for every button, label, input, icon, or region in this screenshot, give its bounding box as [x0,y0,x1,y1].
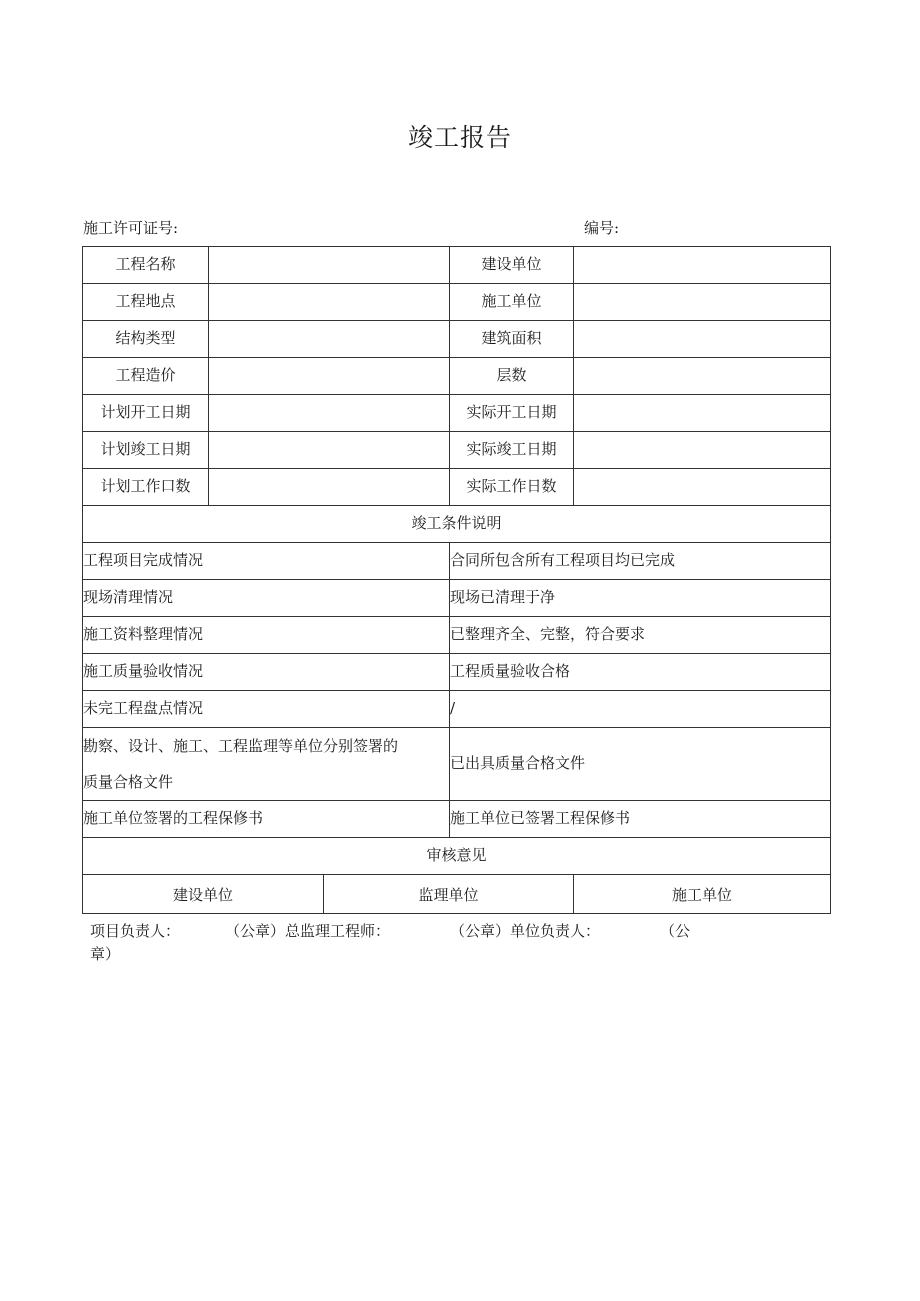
label-actual-start: 实际开工日期 [450,395,574,432]
signature-line-continued: 章） [90,945,121,963]
table-row [83,321,831,358]
value-actual-workdays[interactable] [574,469,831,506]
value-project-name[interactable] [209,247,450,284]
table-row [83,432,831,469]
label-construction-unit: 建设单位 [450,247,574,284]
table-row [83,358,831,395]
page-title: 竣工报告 [407,123,512,152]
signature-line: 项目负责人： （公章）总监理工程师： （公章）单位负责人： （公 [90,922,691,940]
table-row [83,838,831,875]
label-project-location: 工程地点 [83,284,209,321]
condition-item: 工程项目完成情况 [83,543,450,580]
table-row [83,580,831,617]
condition-item: 施工资料整理情况 [83,617,450,654]
table-row [83,284,831,321]
condition-status: / [450,691,831,728]
table-row [83,469,831,506]
label-project-cost: 工程造价 [83,358,209,395]
table-row [83,801,831,838]
conditions-header: 竣工条件说明 [83,506,831,543]
table-row [83,875,831,914]
value-project-location[interactable] [209,284,450,321]
document-number-label: 编号: [584,219,620,237]
review-unit-supervisor: 监理单位 [324,875,574,914]
condition-status: 工程质量验收合格 [450,654,831,691]
table-row [83,691,831,728]
table-row [83,543,831,580]
table-row [83,506,831,543]
condition-item: 施工质量验收情况 [83,654,450,691]
review-unit-contractor: 施工单位 [574,875,831,914]
table-row [83,395,831,432]
table-row [83,247,831,284]
value-actual-completion[interactable] [574,432,831,469]
label-contractor: 施工单位 [450,284,574,321]
value-planned-completion[interactable] [209,432,450,469]
value-contractor[interactable] [574,284,831,321]
value-planned-workdays[interactable] [209,469,450,506]
condition-item: 现场清理情况 [83,580,450,617]
value-construction-unit[interactable] [574,247,831,284]
review-header: 审核意见 [83,838,831,875]
condition-status: 合同所包含所有工程项目均已完成 [450,543,831,580]
condition-item-line2: 质量合格文件 [83,773,174,791]
condition-status: 已整理齐全、完整，符合要求 [450,617,831,654]
label-actual-workdays: 实际工作日数 [450,469,574,506]
table-row [83,728,831,801]
permit-number-label: 施工许可证号: [83,219,179,237]
table-row [83,654,831,691]
label-floors: 层数 [450,358,574,395]
condition-item-line1: 勘察、设计、施工、工程监理等单位分别签署的 [83,737,399,755]
table-row [83,617,831,654]
condition-item: 施工单位签署的工程保修书 [83,801,450,838]
value-actual-start[interactable] [574,395,831,432]
completion-report-table [82,246,831,875]
condition-item: 未完工程盘点情况 [83,691,450,728]
label-floor-area: 建筑面积 [450,321,574,358]
value-project-cost[interactable] [209,358,450,395]
value-floors[interactable] [574,358,831,395]
value-planned-start[interactable] [209,395,450,432]
condition-status: 施工单位已签署工程保修书 [450,801,831,838]
condition-item [83,728,450,801]
label-actual-completion: 实际竣工日期 [450,432,574,469]
review-unit-owner: 建设单位 [83,875,324,914]
value-floor-area[interactable] [574,321,831,358]
value-structure-type[interactable] [209,321,450,358]
label-project-name: 工程名称 [83,247,209,284]
label-planned-start: 计划开工日期 [83,395,209,432]
label-structure-type: 结构类型 [83,321,209,358]
review-units-table [82,874,831,914]
condition-status: 现场已清理于净 [450,580,831,617]
label-planned-workdays: 计划工作口数 [83,469,209,506]
condition-status: 已出具质量合格文件 [450,728,831,801]
label-planned-completion: 计划竣工日期 [83,432,209,469]
